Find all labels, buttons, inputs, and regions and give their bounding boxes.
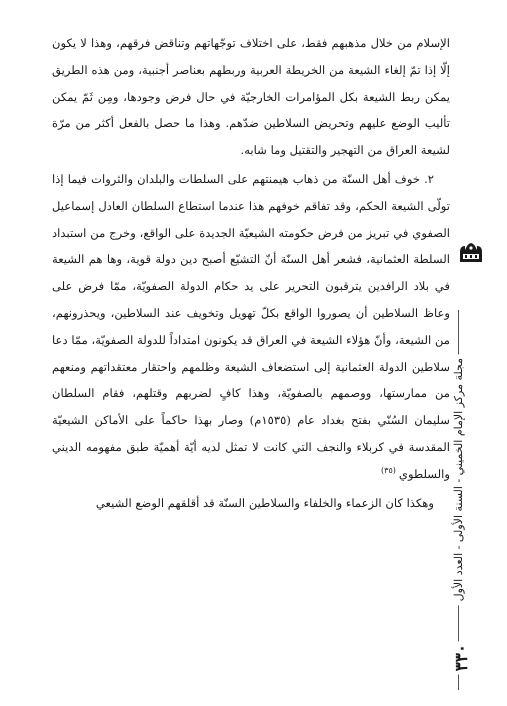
footnote-reference: (٣٥) (381, 465, 396, 475)
journal-title: مجلة مركز الإمام الخميني - السنة الأولى - العدد الأول (452, 354, 465, 605)
paragraph-2-text: ٢. خوف أهل السنّة من ذهاب هيمنتهم على السلطات والبلدان والثروات فيما إذا تولّى الشيعة الحكم، وقد تفاقم خوفهم هذا عندما استطاع السلطان العادل إسماعيل الصفوي في تبريز من فرض حكومته الشيعيّة الجديدة على الواقع، وخرج من استبداد السلطة العثمانية، فشعر أهل السنّة أنّ التشيّع أصبح دين دولة قوية، وها هم الشيعة في بلاد الرافدين يترقبون التحرير على يد حكام الدولة الصفويّة، ممّا فرض على وعاظ السلاطين أن يصوروا الواقع بكلّ تهويل وتخويف عند السلاطين، ويحذرونهم، من الشيعة، وأنّ هؤلاء الشيعة في العراق قد يكونون امتداداً للدولة الصفويّة، ممّا دعا سلاطين الدولة العثمانية إلى استضعاف الشيعة وظلمهم واحتقار معتقداتهم ومنعهم من ممارستها، ووصمهم بالصفويّة، وهذا كافٍ لضربهم وقتلهم، فقام السلطان سليمان السُنّي بفتح بغداد عام (١٥٣٥م) وصار بهذا حاكماً على الأماكن الشيعيّة المقدسة في كربلاء والنجف التي كانت لا تمثل لديه أيّة أهميّة طبق مفهومه الديني والسلطوي (52, 171, 450, 481)
side-running-header (445, 310, 471, 690)
page-number (449, 635, 475, 681)
journal-logo-icon (456, 238, 486, 268)
page-number-text: ٣٣٠ (452, 641, 472, 674)
body-text (52, 30, 450, 516)
paragraph-2 (52, 166, 450, 488)
paragraph-3: وهكذا كان الزعماء والخلفاء والسلاطين السنّة قد أقلقهم الوضع الشيعي (95, 495, 434, 510)
paragraph-1: الإسلام من خلال مذهبهم فقط، على اختلاف توجّهاتهم وتناقض فرقهم، وهذا لا يكون إلّا إذا تمّ إلغاء الشيعة من الخريطة العربية وربطهم بعناصر أجنبية، ومن هذه الطريق يمكن ربط الشيعة بكل المؤامرات الخارجيّة في حال فرض وجودها، ومِن ثَمّ يمكن تأليب الوضع عليهم وتحريض السلاطين ضدّهم. وهذا ما حصل بالفعل أكثر من مرّة لشيعة العراق من التهجير والتقتيل وما شابه. (52, 36, 450, 158)
